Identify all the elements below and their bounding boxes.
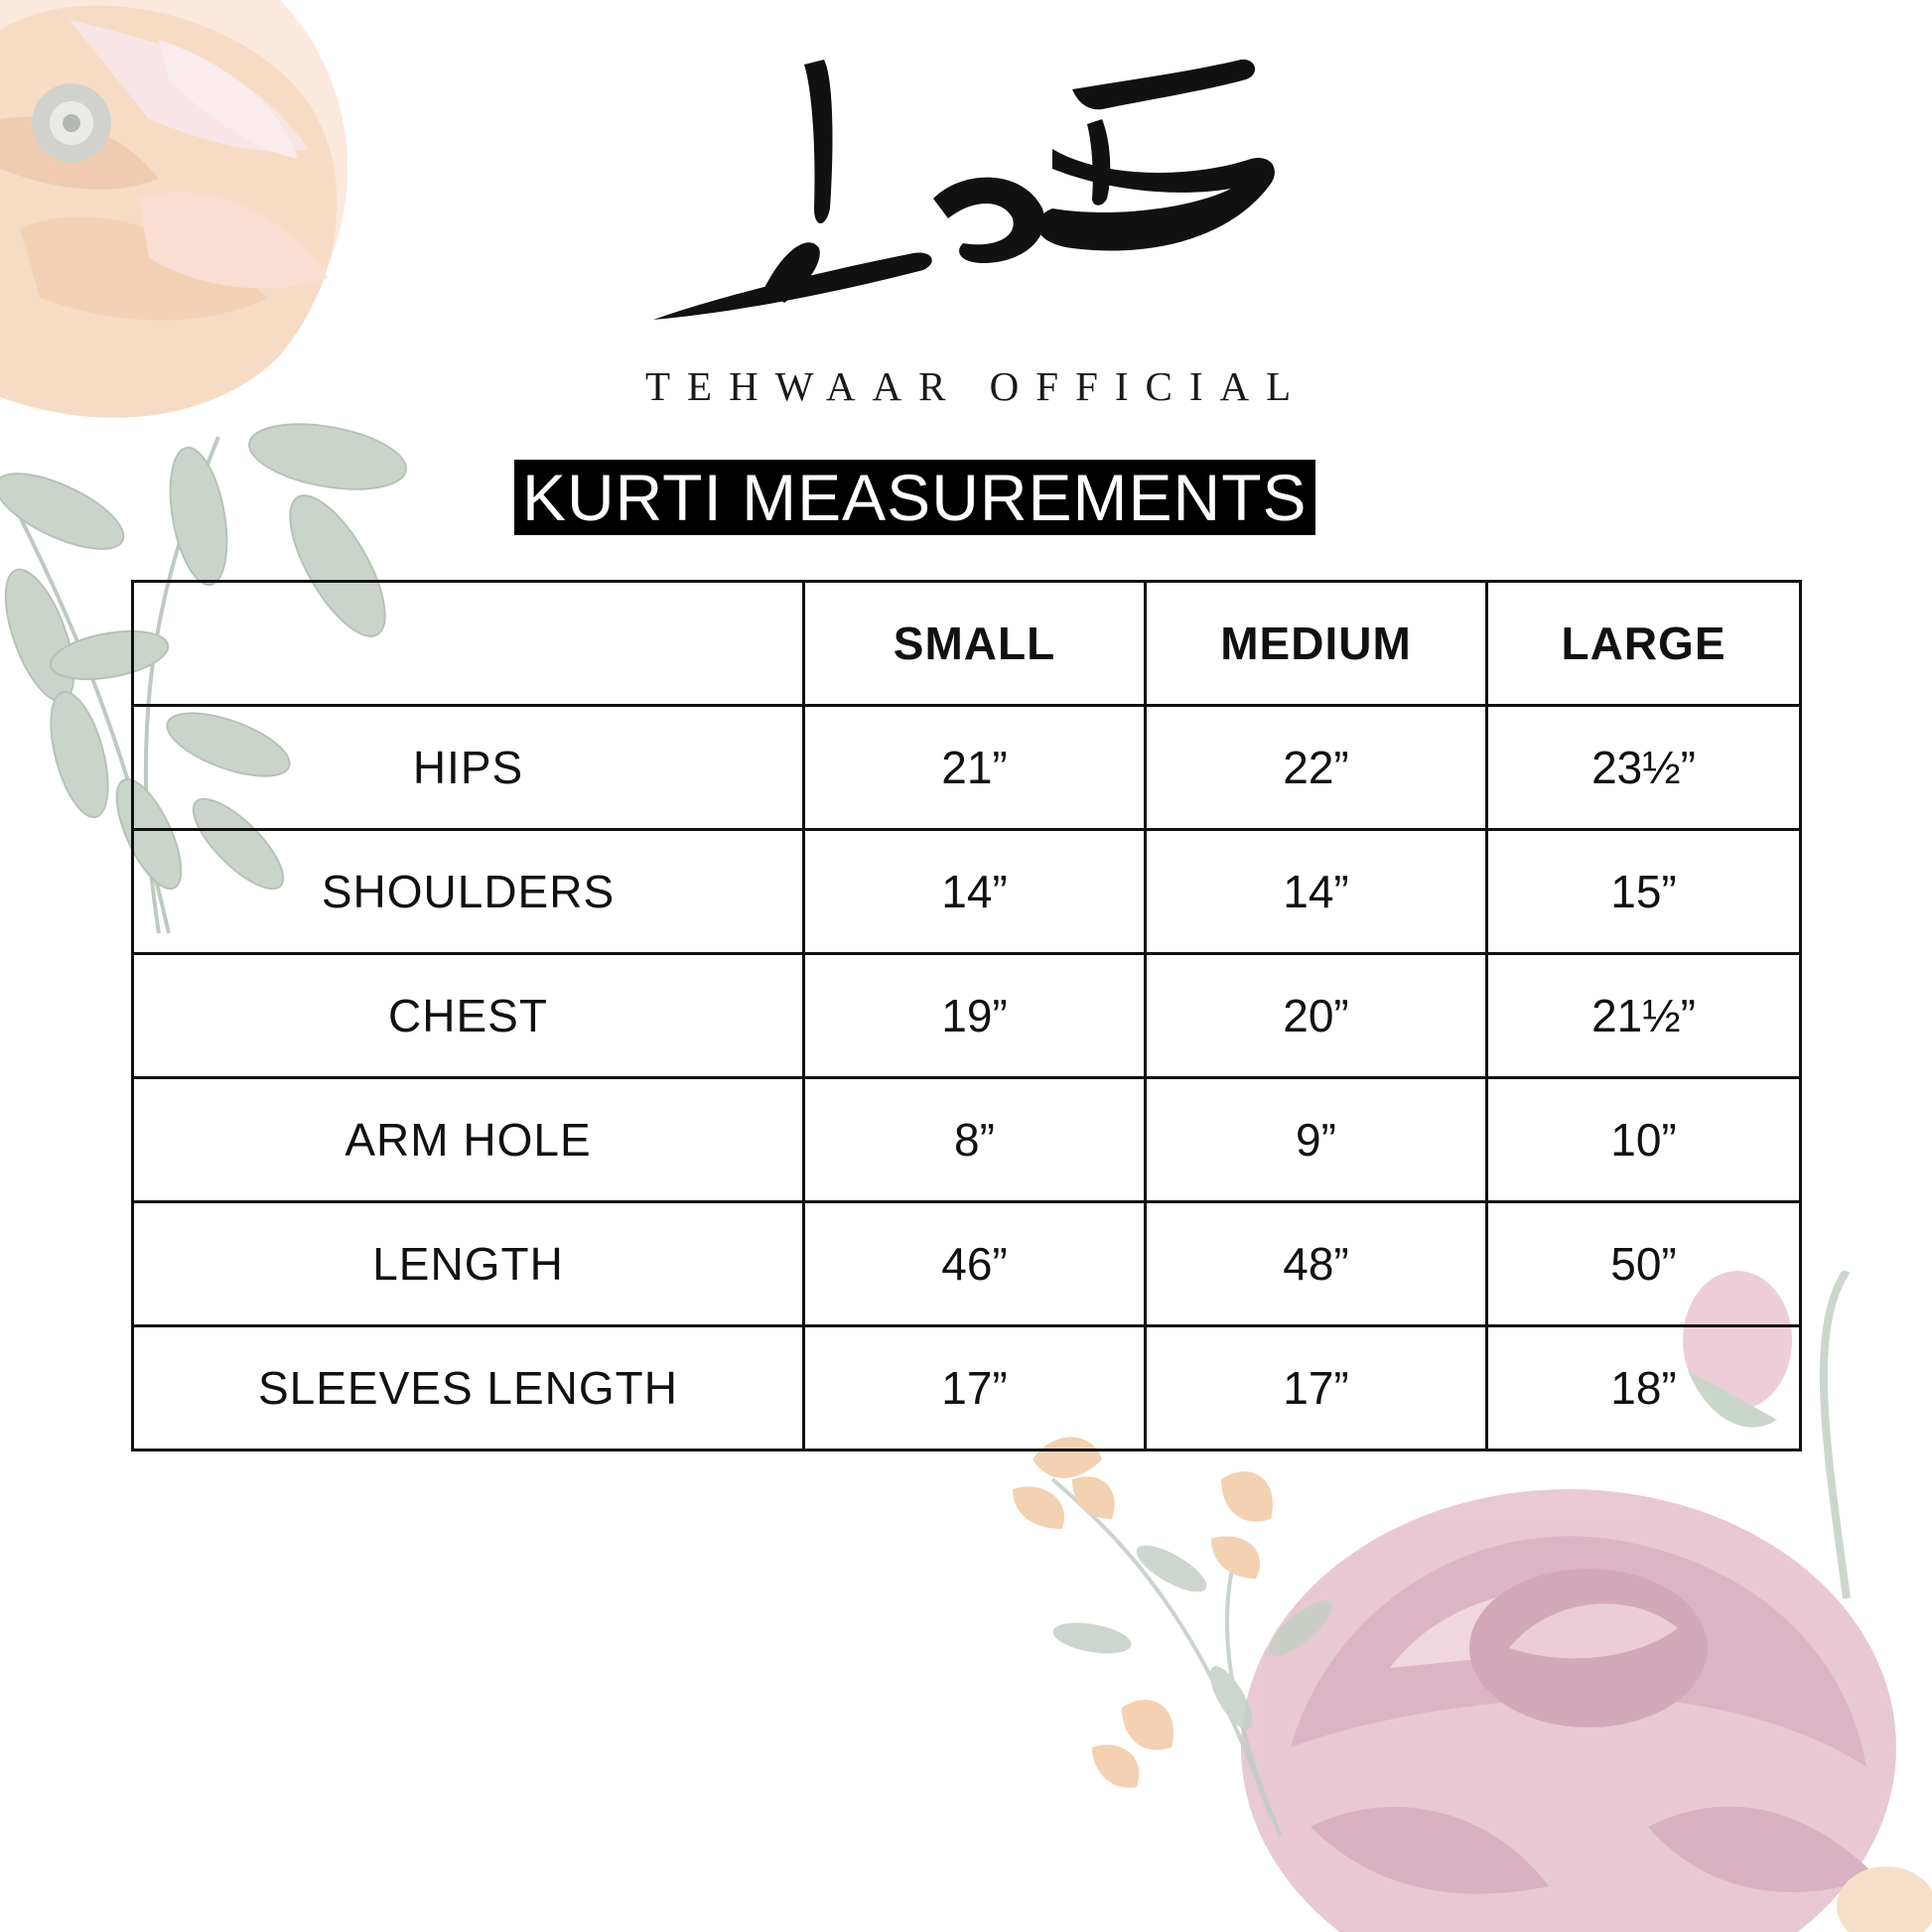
row-label-sleeves-length: SLEEVES LENGTH <box>133 1326 804 1450</box>
table-cell: 21½” <box>1487 954 1801 1078</box>
table-cell: 21” <box>804 706 1146 830</box>
table-cell: 14” <box>804 830 1146 954</box>
table-cell: 8” <box>804 1078 1146 1202</box>
row-label-hips: HIPS <box>133 706 804 830</box>
column-header-large: LARGE <box>1487 582 1801 706</box>
column-header-small: SMALL <box>804 582 1146 706</box>
table-cell: 17” <box>1146 1326 1487 1450</box>
measurements-table <box>131 580 1802 1451</box>
table-header-row <box>133 582 1801 706</box>
row-label-shoulders: SHOULDERS <box>133 830 804 954</box>
table-cell: 10” <box>1487 1078 1801 1202</box>
table-row <box>133 1078 1801 1202</box>
table-cell: 18” <box>1487 1326 1801 1450</box>
table-row <box>133 954 1801 1078</box>
row-label-chest: CHEST <box>133 954 804 1078</box>
peach-flower-icon <box>0 0 417 457</box>
row-label-arm-hole: ARM HOLE <box>133 1078 804 1202</box>
table-cell: 20” <box>1146 954 1487 1078</box>
table-cell: 19” <box>804 954 1146 1078</box>
table-cell: 17” <box>804 1326 1146 1450</box>
table-row <box>133 1202 1801 1326</box>
table-cell: 15” <box>1487 830 1801 954</box>
row-label-length: LENGTH <box>133 1202 804 1326</box>
page-title: KURTI MEASUREMENTS <box>522 461 1308 534</box>
table-cell: 50” <box>1487 1202 1801 1326</box>
table-cell: 9” <box>1146 1078 1487 1202</box>
table-row <box>133 830 1801 954</box>
table-row <box>133 1326 1801 1450</box>
table-cell: 23½” <box>1487 706 1801 830</box>
small-peach-blossoms-icon <box>973 1420 1390 1857</box>
table-row <box>133 706 1801 830</box>
brand-logo <box>635 50 1311 347</box>
column-header-medium: MEDIUM <box>1146 582 1487 706</box>
table-cell: 48” <box>1146 1202 1487 1326</box>
table-cell: 46” <box>804 1202 1146 1326</box>
brand-name: TEHWAAR OFFICIAL <box>645 363 1309 409</box>
table-cell: 14” <box>1146 830 1487 954</box>
header-empty-cell <box>133 582 804 706</box>
page-title-banner <box>514 460 1315 535</box>
table-cell: 22” <box>1146 706 1487 830</box>
